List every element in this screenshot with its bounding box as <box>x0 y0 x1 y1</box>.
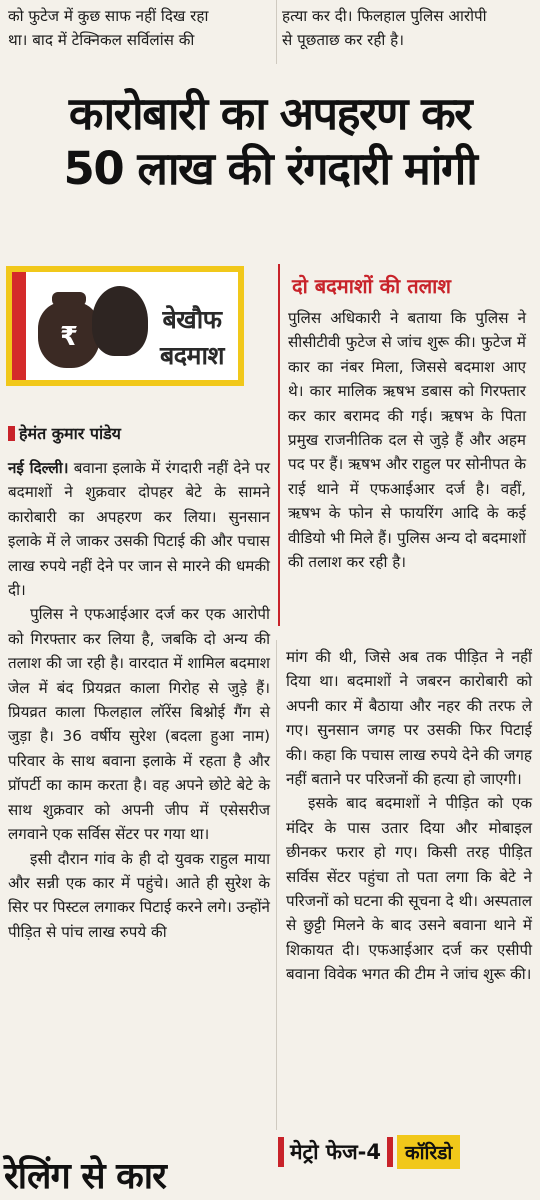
byline <box>8 422 121 444</box>
paragraph: मांग की थी, जिसे अब तक पीड़ित ने नहीं दिया था। बदमाशों ने जबरन कारोबारी को अपनी कार में बैठाया और नहर की तरफ ले गए। सुनसान जगह पर उसकी फिर पिटाई की। कहा कि पचास लाख रुपये देने की जगह नहीं बताने पर परिजनों की हत्या हो जाएगी। <box>286 648 532 789</box>
story-right-column <box>286 645 532 987</box>
top-left-continuation <box>8 4 270 53</box>
headline-line-2: 50 लाख की रंगदारी मांगी <box>63 142 477 195</box>
headline-line-1: कारोबारी का अपहरण कर <box>68 87 472 140</box>
paragraph: पुलिस ने एफआईआर दर्ज कर एक आरोपी को गिरफ्तार कर लिया है, जबकि दो अन्य की तलाश की जा रही है। वारदात में शामिल बदमाश जेल में बंद प्रियव्रत काला गिरोह से जुड़े हैं। प्रियव्रत काला फिलहाल लॉरेंस बिश्नोई गैंग से जुड़ा है। 36 वर्षीय सुरेश (बदला हुआ नाम) परिवार के साथ बवाना इलाके में रहता है और प्रॉपर्टी का काम करता है। वह अपने छोटे बेटे के साथ शुक्रवार को अपनी जीप में एसेसरीज लगवाने एक सर्विस सेंटर पर गया था। <box>8 605 270 844</box>
sidebar-title: दो बदमाशों की तलाश <box>292 274 451 298</box>
section-logo <box>6 266 244 386</box>
headline <box>0 86 540 196</box>
metro-section-header <box>278 1130 460 1174</box>
logo-text-line-2: बदमाश <box>160 341 224 370</box>
metro-label: मेट्रो फेज-4 <box>290 1140 381 1164</box>
dateline: नई दिल्ली। <box>8 459 69 477</box>
rupee-icon: ₹ <box>59 322 79 352</box>
column-divider <box>276 0 277 64</box>
text-line: हत्या कर दी। फिलहाल पुलिस आरोपी <box>282 7 487 25</box>
text-line: को फुटेज में कुछ साफ नहीं दिख रहा <box>8 7 209 25</box>
logo-red-band <box>12 272 26 380</box>
masked-figure-icon <box>92 286 148 356</box>
column-divider <box>276 640 277 1130</box>
next-headline: रेलिंग से कार <box>4 1156 166 1197</box>
text-line: था। बाद में टेक्निकल सर्विलांस की <box>8 31 195 50</box>
logo-text-line-1: बेखौफ <box>162 305 222 334</box>
top-right-continuation <box>282 4 532 53</box>
paragraph: इसी दौरान गांव के ही दो युवक राहुल माया और सन्नी एक कार में पहुंचे। आते ही सुरेश के सिर पर पिस्टल लगाकर पिटाई करने लगे। उन्होंने पीड़ित से पांच लाख रुपये की <box>8 849 270 941</box>
paragraph: इसके बाद बदमाशों ने पीड़ित को एक मंदिर के पास उतार दिया और मोबाइल छीनकर फरार हो गए। किसी तरह पीड़ित सर्विस सेंटर पहुंचा तो पता लगा कि बेटे ने परिजनों को घटना की सूचना दे थी। अस्पताल से छुट्टी मिलने के बाद उसने बवाना थाने में शिकायत दी। एफआईआर दर्ज कर एसीपी बवाना विवेक भगत की टीम ने जांच शुरू की। <box>286 794 532 984</box>
paragraph <box>8 456 270 602</box>
metro-tag: कॉरिडो <box>397 1135 460 1169</box>
text-line: से पूछताछ कर रही है। <box>282 31 404 50</box>
byline-marker <box>8 426 15 441</box>
red-bar <box>387 1137 393 1167</box>
author-name: हेमंत कुमार पांडेय <box>19 424 121 443</box>
sidebar-body: पुलिस अधिकारी ने बताया कि पुलिस ने सीसीटीवी फुटेज से जांच शुरू की। फुटेज में कार का नंबर मिला, जिससे बदमाश आए थे। कार मालिक ऋषभ डबास को गिरफ्तार कर कार बरामद की गई। ऋषभ के पिता प्रमुख राजनीतिक दल से जुड़े हैं और अहम पद पर हैं। ऋषभ और राहुल पर सोनीपत के राई थाने में एफआईआर दर्ज है। वहीं, ऋषभ के फोन से फायरिंग आदि के कई वीडियो भी मिले हैं। पुलिस अन्य दो बदमाशों की तलाश कर रही है। <box>288 309 526 572</box>
paragraph-text: बवाना इलाके में रंगदारी नहीं देने पर बदमाशों ने शुक्रवार दोपहर बेटे के सामने कारोबारी का अपहरण कर लिया। सुनसान इलाके में ले जाकर उसकी पिटाई की और पचास लाख रुपये नहीं देने पर जान से मारने की धमकी दी। <box>8 459 270 600</box>
story-left-column <box>8 456 270 944</box>
